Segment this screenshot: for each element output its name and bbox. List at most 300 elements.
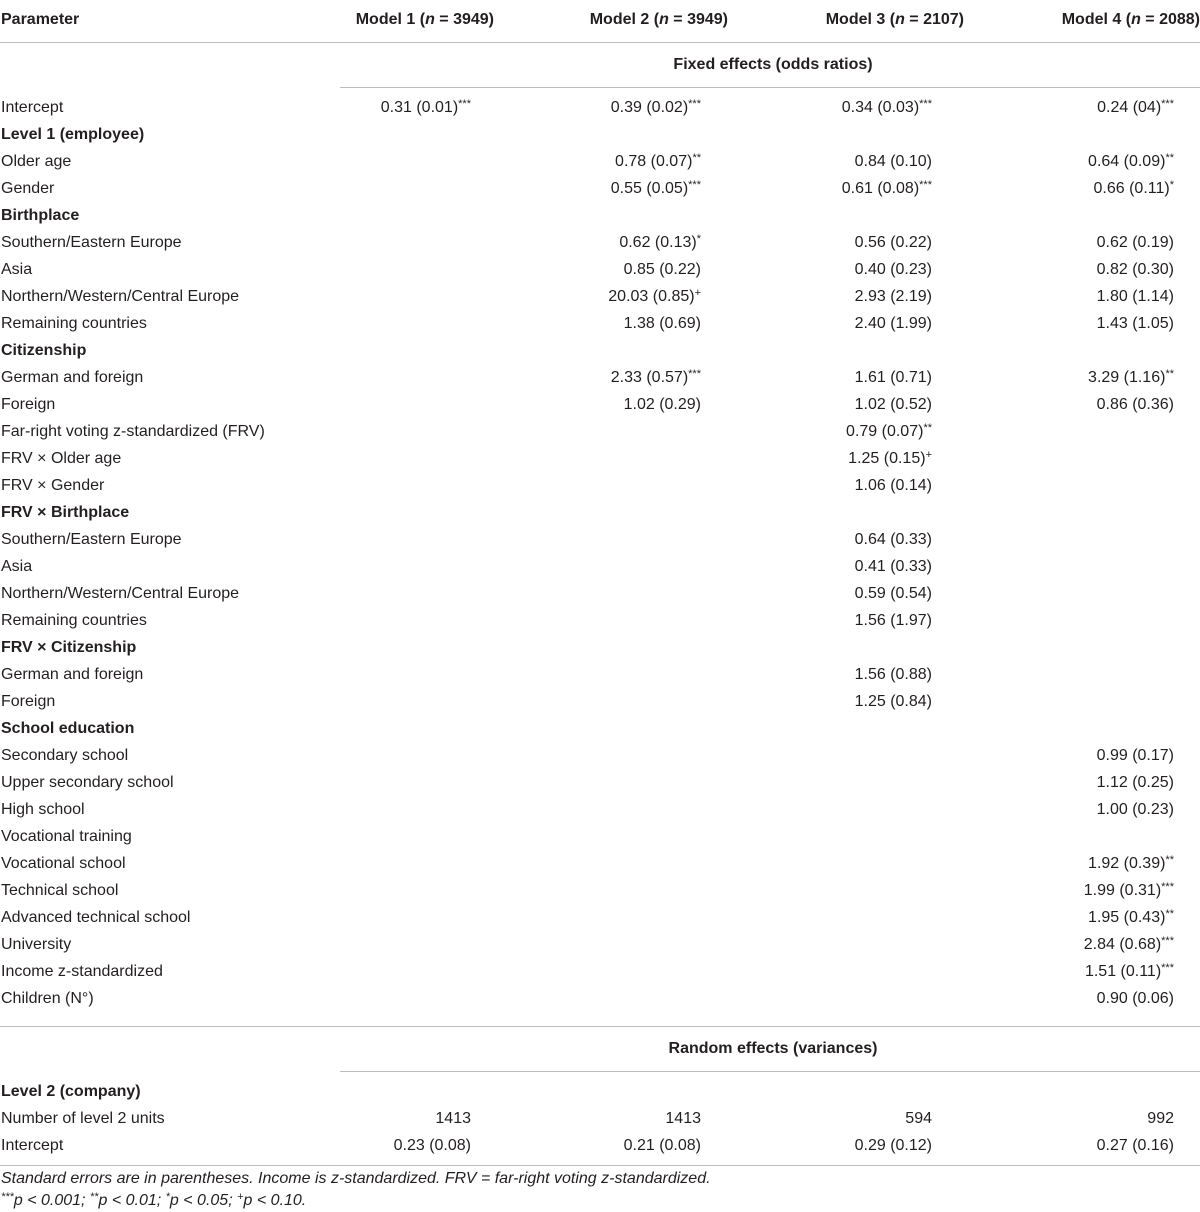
model-1-cell bbox=[340, 526, 510, 553]
model-3-cell bbox=[745, 850, 980, 877]
model-1-cell bbox=[340, 904, 510, 931]
model-1-cell bbox=[340, 931, 510, 958]
model-3-cell bbox=[745, 229, 980, 256]
model-1-cell bbox=[340, 850, 510, 877]
significance-mark: ** bbox=[923, 422, 932, 434]
table-row bbox=[0, 175, 1200, 202]
table-row bbox=[0, 580, 1200, 607]
model-3-cell bbox=[745, 337, 980, 364]
table-row bbox=[0, 742, 1200, 769]
model-2-cell bbox=[510, 175, 745, 202]
model-1-cell bbox=[340, 742, 510, 769]
model-2-cell bbox=[510, 418, 745, 445]
table-row bbox=[0, 607, 1200, 634]
cell-value: 1.25 (0.84) bbox=[854, 693, 932, 710]
table-row bbox=[0, 796, 1200, 823]
row-label-frv-older-age: FRV × Older age bbox=[1, 450, 122, 467]
model-1-cell bbox=[340, 634, 510, 661]
model-4-cell bbox=[980, 499, 1200, 526]
cell-value: 0.40 (0.23) bbox=[854, 261, 932, 278]
table-row bbox=[0, 445, 1200, 472]
model-3-header: Model 3 (n = 2107) bbox=[745, 0, 980, 43]
model-3-cell bbox=[745, 985, 980, 1012]
model-1-cell bbox=[340, 94, 510, 121]
model-1-cell bbox=[340, 283, 510, 310]
cell-value: 0.79 (0.07) bbox=[846, 423, 924, 440]
fixed-effects-section-row bbox=[0, 43, 1200, 88]
table-row bbox=[0, 526, 1200, 553]
cell-value: 0.78 (0.07) bbox=[615, 153, 693, 170]
model-2-cell bbox=[510, 1105, 745, 1132]
table-row bbox=[0, 94, 1200, 121]
model-2-cell bbox=[510, 1078, 745, 1105]
model-3-cell bbox=[745, 661, 980, 688]
row-label-gender: Gender bbox=[1, 180, 55, 197]
significance-mark: *** bbox=[688, 179, 701, 191]
model-2-cell bbox=[510, 526, 745, 553]
model-2-cell bbox=[510, 823, 745, 850]
row-label-level-2-company: Level 2 (company) bbox=[1, 1083, 141, 1100]
model-1-cell bbox=[340, 661, 510, 688]
significance-mark: ** bbox=[692, 152, 701, 164]
row-label-number-of-level-2-units: Number of level 2 units bbox=[1, 1110, 165, 1127]
cell-value: 1.12 (0.25) bbox=[1096, 774, 1174, 791]
model-1-cell bbox=[340, 688, 510, 715]
model-1-cell bbox=[340, 607, 510, 634]
cell-value: 0.23 (0.08) bbox=[393, 1137, 471, 1154]
cell-value: 594 bbox=[905, 1110, 932, 1127]
model-1-cell bbox=[340, 364, 510, 391]
model-3-cell bbox=[745, 1105, 980, 1132]
sig-mark: *** bbox=[1, 1191, 14, 1203]
table-notes bbox=[0, 1168, 1200, 1212]
table-row bbox=[0, 202, 1200, 229]
table-row bbox=[0, 472, 1200, 499]
model-2-header: Model 2 (n = 3949) bbox=[510, 0, 745, 43]
table-row bbox=[0, 337, 1200, 364]
model-4-cell bbox=[980, 445, 1200, 472]
cell-value: 20.03 (0.85) bbox=[608, 288, 695, 305]
row-label-citizenship: Citizenship bbox=[1, 342, 87, 359]
row-label-foreign: Foreign bbox=[1, 693, 56, 710]
row-label-income-z-standardized: Income z-standardized bbox=[1, 963, 163, 980]
model-1-cell bbox=[340, 121, 510, 148]
model-3-cell bbox=[745, 526, 980, 553]
sig-text: p < 0.001; bbox=[13, 1192, 90, 1209]
model-1-cell bbox=[340, 1105, 510, 1132]
model-4-cell bbox=[980, 985, 1200, 1012]
significance-mark: *** bbox=[919, 179, 932, 191]
cell-value: 0.31 (0.01) bbox=[380, 99, 459, 116]
model-3-cell bbox=[745, 877, 980, 904]
row-label-advanced-technical-school: Advanced technical school bbox=[1, 909, 191, 926]
model-3-cell bbox=[745, 580, 980, 607]
model-4-cell bbox=[980, 391, 1200, 418]
fixed-effects-title: Fixed effects (odds ratios) bbox=[340, 43, 1200, 88]
model-3-cell bbox=[745, 283, 980, 310]
model-4-cell bbox=[980, 931, 1200, 958]
significance-mark: + bbox=[694, 287, 701, 299]
significance-mark: ** bbox=[1165, 152, 1174, 164]
cell-value: 0.64 (0.33) bbox=[854, 531, 932, 548]
model-2-cell bbox=[510, 553, 745, 580]
model-3-cell bbox=[745, 445, 980, 472]
model-4-cell bbox=[980, 175, 1200, 202]
cell-value: 2.84 (0.68) bbox=[1083, 936, 1162, 953]
model-4-cell bbox=[980, 472, 1200, 499]
model-1-cell bbox=[340, 796, 510, 823]
row-label-far-right-voting-z-standardized-frv: Far-right voting z-standardized (FRV) bbox=[1, 423, 265, 440]
model-3-cell bbox=[745, 958, 980, 985]
row-label-southern-eastern-europe: Southern/Eastern Europe bbox=[1, 531, 182, 548]
row-label-northern-western-central-europe: Northern/Western/Central Europe bbox=[1, 585, 240, 602]
row-label-asia: Asia bbox=[1, 261, 33, 278]
model-3-cell bbox=[745, 931, 980, 958]
table-row bbox=[0, 715, 1200, 742]
table-row bbox=[0, 1132, 1200, 1159]
random-effects-title: Random effects (variances) bbox=[340, 1027, 1200, 1072]
model-4-header: Model 4 (n = 2088) bbox=[980, 0, 1200, 43]
cell-value: 992 bbox=[1147, 1110, 1174, 1127]
model-3-cell bbox=[745, 688, 980, 715]
model-4-cell bbox=[980, 229, 1200, 256]
model-4-cell bbox=[980, 526, 1200, 553]
row-label-high-school: High school bbox=[1, 801, 85, 818]
table-header bbox=[0, 0, 1200, 43]
significance-mark: *** bbox=[688, 98, 701, 110]
significance-mark: + bbox=[925, 449, 932, 461]
cell-value: 0.85 (0.22) bbox=[623, 261, 701, 278]
model-1-cell bbox=[340, 337, 510, 364]
model-4-cell bbox=[980, 121, 1200, 148]
model-2-cell bbox=[510, 931, 745, 958]
random-effects-section-row bbox=[0, 1027, 1200, 1072]
table-row bbox=[0, 877, 1200, 904]
model-4-cell bbox=[980, 202, 1200, 229]
row-label-asia: Asia bbox=[1, 558, 33, 575]
model-1-cell bbox=[340, 769, 510, 796]
model-1-cell bbox=[340, 823, 510, 850]
row-label-birthplace: Birthplace bbox=[1, 207, 80, 224]
table-row bbox=[0, 553, 1200, 580]
model-1-cell bbox=[340, 229, 510, 256]
model-2-cell bbox=[510, 256, 745, 283]
model-2-cell bbox=[510, 796, 745, 823]
sig-mark: + bbox=[237, 1191, 244, 1203]
model-4-cell bbox=[980, 94, 1200, 121]
significance-mark: ** bbox=[1165, 854, 1174, 866]
model-2-cell bbox=[510, 337, 745, 364]
sig-text: p < 0.01; bbox=[98, 1192, 166, 1209]
model-1-cell bbox=[340, 1132, 510, 1159]
cell-value: 2.93 (2.19) bbox=[854, 288, 932, 305]
model-2-cell bbox=[510, 148, 745, 175]
table-row bbox=[0, 121, 1200, 148]
model-3-cell bbox=[745, 769, 980, 796]
model-2-cell bbox=[510, 607, 745, 634]
cell-value: 1.51 (0.11) bbox=[1084, 963, 1162, 980]
table-row bbox=[0, 823, 1200, 850]
cell-value: 0.62 (0.13) bbox=[619, 234, 697, 251]
model-1-cell bbox=[340, 202, 510, 229]
model-4-cell bbox=[980, 1132, 1200, 1159]
cell-value: 1.56 (1.97) bbox=[854, 612, 932, 629]
random-effects-body bbox=[0, 1078, 1200, 1159]
model-2-cell bbox=[510, 445, 745, 472]
table-row bbox=[0, 985, 1200, 1012]
cell-value: 1.61 (0.71) bbox=[854, 369, 932, 386]
row-label-intercept: Intercept bbox=[1, 1137, 64, 1154]
cell-value: 1.80 (1.14) bbox=[1096, 288, 1174, 305]
model-4-cell bbox=[980, 634, 1200, 661]
model-3-cell bbox=[745, 607, 980, 634]
row-label-remaining-countries: Remaining countries bbox=[1, 315, 147, 332]
significance-mark: *** bbox=[919, 98, 932, 110]
cell-value: 1.02 (0.29) bbox=[623, 396, 701, 413]
fixed-effects-body bbox=[0, 94, 1200, 1012]
cell-value: 1.92 (0.39) bbox=[1088, 855, 1166, 872]
model-4-cell bbox=[980, 283, 1200, 310]
model-3-cell bbox=[745, 175, 980, 202]
sig-text: p < 0.10. bbox=[243, 1192, 307, 1209]
model-2-cell bbox=[510, 310, 745, 337]
model-1-cell bbox=[340, 310, 510, 337]
model-4-cell bbox=[980, 148, 1200, 175]
model-1-cell bbox=[340, 391, 510, 418]
model-2-cell bbox=[510, 472, 745, 499]
cell-value: 0.55 (0.05) bbox=[610, 180, 689, 197]
cell-value: 0.21 (0.08) bbox=[623, 1137, 701, 1154]
cell-value: 0.64 (0.09) bbox=[1088, 153, 1166, 170]
cell-value: 0.39 (0.02) bbox=[610, 99, 689, 116]
cell-value: 0.90 (0.06) bbox=[1096, 990, 1174, 1007]
model-2-cell bbox=[510, 634, 745, 661]
model-2-cell bbox=[510, 850, 745, 877]
model-1-cell bbox=[340, 445, 510, 472]
model-3-cell bbox=[745, 202, 980, 229]
model-1-cell bbox=[340, 958, 510, 985]
model-2-cell bbox=[510, 499, 745, 526]
model-1-cell bbox=[340, 148, 510, 175]
model-2-cell bbox=[510, 580, 745, 607]
model-1-cell bbox=[340, 580, 510, 607]
header-row bbox=[0, 0, 1200, 43]
notes-significance bbox=[1, 1190, 1200, 1212]
model-4-cell bbox=[980, 796, 1200, 823]
table-row bbox=[0, 310, 1200, 337]
model-4-cell bbox=[980, 823, 1200, 850]
row-label-technical-school: Technical school bbox=[1, 882, 119, 899]
cell-value: 0.29 (0.12) bbox=[854, 1137, 932, 1154]
table-row bbox=[0, 148, 1200, 175]
model-4-cell bbox=[980, 661, 1200, 688]
table-row bbox=[0, 499, 1200, 526]
row-label-remaining-countries: Remaining countries bbox=[1, 612, 147, 629]
table-row bbox=[0, 1078, 1200, 1105]
table-row bbox=[0, 391, 1200, 418]
model-2-cell bbox=[510, 202, 745, 229]
row-label-university: University bbox=[1, 936, 72, 953]
model-4-cell bbox=[980, 418, 1200, 445]
model-4-cell bbox=[980, 256, 1200, 283]
row-label-secondary-school: Secondary school bbox=[1, 747, 129, 764]
cell-value: 0.66 (0.11) bbox=[1093, 180, 1170, 197]
model-3-cell bbox=[745, 796, 980, 823]
significance-mark: * bbox=[1169, 179, 1174, 191]
model-3-cell bbox=[745, 148, 980, 175]
table-row bbox=[0, 769, 1200, 796]
model-1-cell bbox=[340, 418, 510, 445]
row-label-frv-birthplace: FRV × Birthplace bbox=[1, 504, 130, 521]
cell-value: 1.56 (0.88) bbox=[854, 666, 932, 683]
cell-value: 1.02 (0.52) bbox=[854, 396, 932, 413]
table-row bbox=[0, 931, 1200, 958]
cell-value: 2.40 (1.99) bbox=[854, 315, 932, 332]
model-3-cell bbox=[745, 1078, 980, 1105]
model-4-cell bbox=[980, 310, 1200, 337]
cell-value: 1.06 (0.14) bbox=[854, 477, 932, 494]
cell-value: 1413 bbox=[665, 1110, 701, 1127]
model-2-cell bbox=[510, 283, 745, 310]
model-3-cell bbox=[745, 310, 980, 337]
table-row bbox=[0, 661, 1200, 688]
table-body bbox=[0, 43, 1200, 95]
model-3-cell bbox=[745, 553, 980, 580]
model-2-cell bbox=[510, 688, 745, 715]
model-1-cell bbox=[340, 985, 510, 1012]
model-3-cell bbox=[745, 418, 980, 445]
table-row bbox=[0, 688, 1200, 715]
row-label-intercept: Intercept bbox=[1, 99, 64, 116]
table-row bbox=[0, 418, 1200, 445]
sig-mark: ** bbox=[89, 1191, 99, 1203]
model-3-cell bbox=[745, 364, 980, 391]
cell-value: 0.86 (0.36) bbox=[1096, 396, 1174, 413]
model-2-cell bbox=[510, 769, 745, 796]
model-4-cell bbox=[980, 877, 1200, 904]
model-3-cell bbox=[745, 391, 980, 418]
row-label-foreign: Foreign bbox=[1, 396, 56, 413]
parameter-header: Parameter bbox=[0, 0, 340, 43]
table-row bbox=[0, 634, 1200, 661]
model-2-cell bbox=[510, 121, 745, 148]
model-4-cell bbox=[980, 850, 1200, 877]
row-label-children-n: Children (N°) bbox=[1, 990, 94, 1007]
model-4-cell bbox=[980, 364, 1200, 391]
model-2-cell bbox=[510, 94, 745, 121]
cell-value: 1.99 (0.31) bbox=[1083, 882, 1162, 899]
random-effects-head bbox=[0, 1012, 1200, 1078]
model-2-cell bbox=[510, 877, 745, 904]
table-row bbox=[0, 850, 1200, 877]
cell-value: 1.25 (0.15) bbox=[848, 450, 926, 467]
model-4-cell bbox=[980, 1105, 1200, 1132]
notes-line-1: Standard errors are in parentheses. Income is z-standardized. FRV = far-right voting z-standardized. bbox=[1, 1170, 711, 1187]
sig-mark: * bbox=[165, 1191, 170, 1203]
cell-value: 0.27 (0.16) bbox=[1096, 1137, 1174, 1154]
significance-mark: *** bbox=[1161, 962, 1174, 974]
model-1-cell bbox=[340, 553, 510, 580]
model-2-cell bbox=[510, 661, 745, 688]
model-4-cell bbox=[980, 958, 1200, 985]
model-4-cell bbox=[980, 769, 1200, 796]
significance-mark: *** bbox=[1161, 935, 1174, 947]
model-3-cell bbox=[745, 904, 980, 931]
sig-text: p < 0.05; bbox=[169, 1192, 238, 1209]
row-label-vocational-training: Vocational training bbox=[1, 828, 132, 845]
model-3-cell bbox=[745, 634, 980, 661]
table-row bbox=[0, 364, 1200, 391]
model-1-cell bbox=[340, 256, 510, 283]
row-label-northern-western-central-europe: Northern/Western/Central Europe bbox=[1, 288, 240, 305]
row-label-vocational-school: Vocational school bbox=[1, 855, 126, 872]
model-1-header: Model 1 (n = 3949) bbox=[340, 0, 510, 43]
model-2-cell bbox=[510, 742, 745, 769]
model-2-cell bbox=[510, 985, 745, 1012]
model-4-cell bbox=[980, 607, 1200, 634]
model-3-cell bbox=[745, 256, 980, 283]
model-4-cell bbox=[980, 553, 1200, 580]
row-label-southern-eastern-europe: Southern/Eastern Europe bbox=[1, 234, 182, 251]
model-2-cell bbox=[510, 364, 745, 391]
row-label-older-age: Older age bbox=[1, 153, 72, 170]
cell-value: 1.95 (0.43) bbox=[1088, 909, 1166, 926]
model-4-cell bbox=[980, 337, 1200, 364]
cell-value: 0.99 (0.17) bbox=[1096, 747, 1174, 764]
model-3-cell bbox=[745, 499, 980, 526]
significance-mark: * bbox=[696, 233, 701, 245]
cell-value: 1.43 (1.05) bbox=[1096, 315, 1174, 332]
cell-value: 0.84 (0.10) bbox=[854, 153, 932, 170]
model-4-cell bbox=[980, 904, 1200, 931]
cell-value: 2.33 (0.57) bbox=[610, 369, 689, 386]
model-3-cell bbox=[745, 1132, 980, 1159]
model-4-cell bbox=[980, 742, 1200, 769]
model-2-cell bbox=[510, 229, 745, 256]
model-1-cell bbox=[340, 499, 510, 526]
model-2-cell bbox=[510, 958, 745, 985]
model-3-cell bbox=[745, 472, 980, 499]
cell-value: 1.38 (0.69) bbox=[623, 315, 701, 332]
significance-mark: *** bbox=[458, 98, 471, 110]
model-3-cell bbox=[745, 121, 980, 148]
cell-value: 0.34 (0.03) bbox=[841, 99, 920, 116]
model-2-cell bbox=[510, 715, 745, 742]
significance-mark: ** bbox=[1165, 908, 1174, 920]
cell-value: 0.61 (0.08) bbox=[841, 180, 920, 197]
model-1-cell bbox=[340, 1078, 510, 1105]
cell-value: 0.82 (0.30) bbox=[1096, 261, 1174, 278]
row-label-german-and-foreign: German and foreign bbox=[1, 666, 144, 683]
row-label-level-1-employee: Level 1 (employee) bbox=[1, 126, 145, 143]
cell-value: 0.62 (0.19) bbox=[1096, 234, 1174, 251]
table-row bbox=[0, 229, 1200, 256]
cell-value: 0.56 (0.22) bbox=[854, 234, 932, 251]
model-4-cell bbox=[980, 688, 1200, 715]
significance-mark: *** bbox=[1161, 98, 1174, 110]
model-3-cell bbox=[745, 94, 980, 121]
row-label-school-education: School education bbox=[1, 720, 135, 737]
table-row bbox=[0, 1105, 1200, 1132]
table-row bbox=[0, 283, 1200, 310]
cell-value: 0.24 (04) bbox=[1097, 99, 1162, 116]
cell-value: 1.00 (0.23) bbox=[1096, 801, 1174, 818]
significance-mark: *** bbox=[1161, 881, 1174, 893]
table-row bbox=[0, 958, 1200, 985]
model-1-cell bbox=[340, 175, 510, 202]
cell-value: 1413 bbox=[435, 1110, 471, 1127]
row-label-frv-citizenship: FRV × Citizenship bbox=[1, 639, 137, 656]
